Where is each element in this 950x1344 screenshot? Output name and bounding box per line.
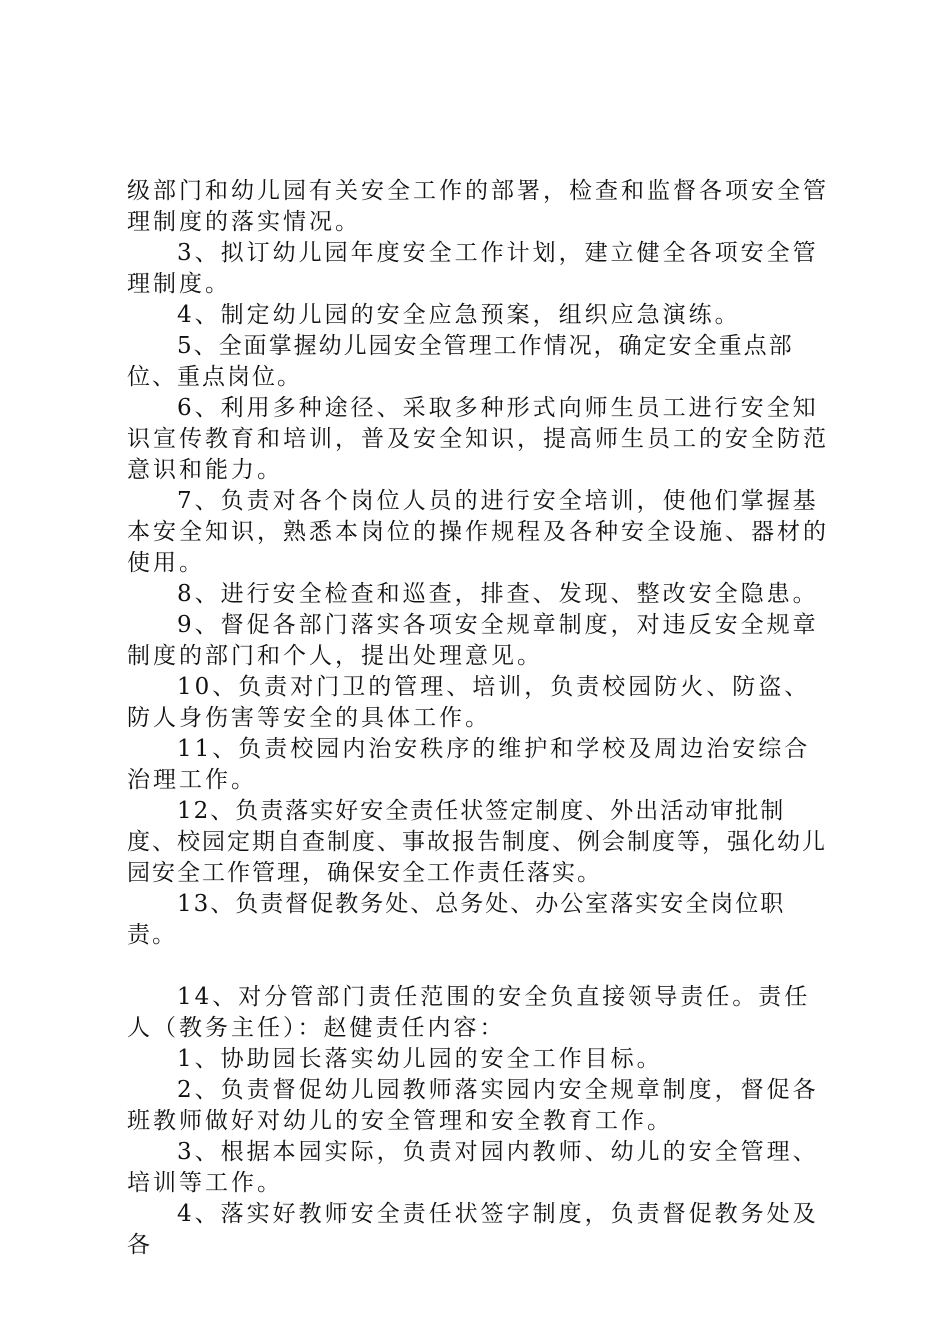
paragraph-duty-2: 2、负责督促幼儿园教师落实园内安全规章制度，督促各班教师做好对幼儿的安全管理和安全教育工作。 — [127, 1077, 819, 1134]
document-body — [127, 176, 833, 1261]
paragraph-duty-3: 3、根据本园实际，负责对园内教师、幼儿的安全管理、培训等工作。 — [127, 1139, 819, 1196]
paragraph-item-6: 6、利用多种途径、采取多种形式向师生员工进行安全知识宣传教育和培训，普及安全知识，提高师生员工的安全防范意识和能力。 — [127, 395, 829, 483]
paragraph-item-7: 7、负责对各个岗位人员的进行安全培训，使他们掌握基本安全知识，熟悉本岗位的操作规程及各种安全设施、器材的使用。 — [127, 488, 829, 576]
paragraph-item-4: 4、制定幼儿园的安全应急预案，组织应急演练。 — [177, 302, 741, 328]
paragraph-item-12: 12、负责落实好安全责任状签定制度、外出活动审批制度、校园定期自查制度、事故报告制度、例会制度等，强化幼儿园安全工作管理，确保安全工作责任落实。 — [127, 798, 827, 886]
paragraph-duty-1: 1、协助园长落实幼儿园的安全工作目标。 — [177, 1046, 663, 1072]
paragraph-duty-4: 4、落实好教师安全责任状签字制度，负责督促教务处及各 — [127, 1201, 819, 1258]
paragraph-item-10: 10、负责对门卫的管理、培训，负责校园防火、防盗、防人身伤害等安全的具体工作。 — [127, 674, 811, 731]
paragraph-item-5: 5、全面掌握幼儿园安全管理工作情况，确定安全重点部位、重点岗位。 — [127, 333, 794, 390]
paragraph-item-8: 8、进行安全检查和巡查，排查、发现、整改安全隐患。 — [177, 581, 819, 607]
paragraph-item-11: 11、负责校园内治安秩序的维护和学校及周边治安综合治理工作。 — [127, 736, 811, 793]
paragraph-item-3: 3、拟订幼儿园年度安全工作计划，建立健全各项安全管理制度。 — [127, 240, 819, 297]
paragraph-item-9: 9、督促各部门落实各项安全规章制度，对违反安全规章制度的部门和个人，提出处理意见。 — [127, 612, 819, 669]
paragraph-item-14: 14、对分管部门责任范围的安全负直接领导责任。责任人（教务主任）：赵健责任内容： — [127, 984, 811, 1041]
paragraph-continuation: 级部门和幼儿园有关安全工作的部署，检查和监督各项安全管理制度的落实情况。 — [127, 178, 829, 235]
paragraph-item-13: 13、负责督促教务处、总务处、办公室落实安全岗位职责。 — [127, 891, 786, 948]
